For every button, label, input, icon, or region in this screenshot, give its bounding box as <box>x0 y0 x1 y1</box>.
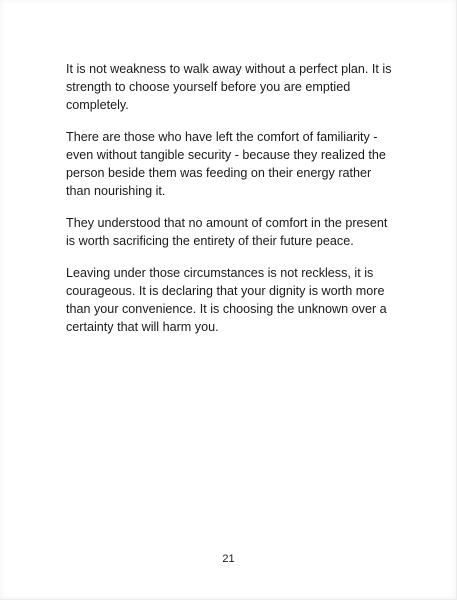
page-number: 21 <box>222 553 235 565</box>
paragraph-4: Leaving under those circumstances is not reckless, it is courageous. It is declaring that your dignity is worth more than your convenience. It is choosing the unknown over a certainty that will harm you. <box>66 266 387 334</box>
paragraph-2: There are those who have left the comfort of familiarity - even without tangible security - because they realized the person beside them was feeding on their energy rather than nourishing it. <box>66 130 386 198</box>
paragraph-1: It is not weakness to walk away without a perfect plan. It is strength to choose yourself before you are emptied completely. <box>66 62 392 112</box>
body-text <box>66 60 396 350</box>
paragraph-3: They understood that no amount of comfort in the present is worth sacrificing the entirety of their future peace. <box>66 216 388 248</box>
